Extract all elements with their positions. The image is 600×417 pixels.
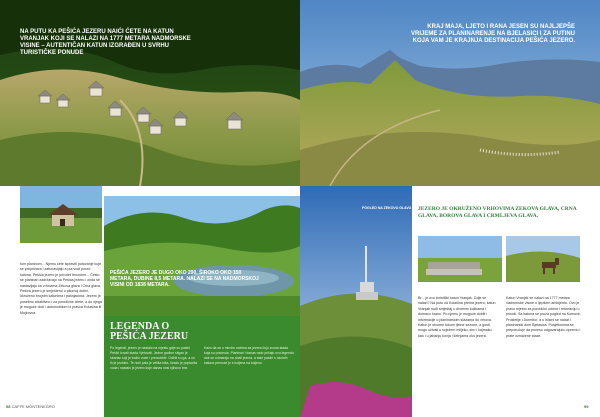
right-page xyxy=(300,0,600,417)
legend-column-2: Kažu da se u mirnim noćima sa jezera čuju zvona stada koja su potonula. Planinari i danas rado pričaju ovu legendu dok se odmaraju na obali jezera, a stari pastiri s okolnih katuna prenose je s koljena na koljeno. xyxy=(204,346,294,365)
right-column-1: Br... je ovo turistički katun Vranjak. Gdje se nalazi? Na putu od Kolašina prema jezeru, katun Vranjak nudi smještaj u drvenim kolibama i domaću hranu. Po njemu je moguće dobiti i informacije o planinarskim stazama do vrhova. Katun je otvoren tokom ljetne sezone, a gosti mogu uživati u svježem mlijeku, siru i kajmaku, kao i u jahanju konja i šetnjama oko jezera. xyxy=(418,296,496,338)
right-column-2: Katun Vranjak se nalazi na 1777 metara nadmorske visine u ljepšem ambijentu. Ovo je pravo mjesto za porodični odmor i rekreaciju u prirodi. Sa katuna se pruža pogled na Komove, Prokletije i Durmitor, a u blizini se nalazi i planinarski dom Bjelasica. Posjetiocima se preporučuje da ponesu odgovarajuću opremu i prate označene staze. xyxy=(506,296,581,338)
legend-title-line2: PEŠIĆA JEZERU xyxy=(110,331,189,342)
magazine-name: CAFFE MONTENEGRO xyxy=(11,404,55,409)
katun-hero-photo xyxy=(0,0,300,186)
antenna-photo-label: POGLED NA ZEKOVU GLAVU xyxy=(362,206,412,210)
right-page-number: 99 xyxy=(584,404,589,409)
legend-title xyxy=(110,322,230,342)
antenna-peak-photo xyxy=(300,186,412,417)
cabin-photo xyxy=(20,186,102,243)
legend-title-line1: LEGENDA O xyxy=(110,321,170,332)
lake-caption: PEŠIĆA JEZERO JE DUGO OKO 290, ŠIROKO OKO 150 METARA, DUBINE 8,5 METARA. NALAZI SE NA NADMORSKOJ VISINI OD 1838 METARA. xyxy=(110,270,259,288)
left-folio xyxy=(6,404,55,409)
hut-photo xyxy=(418,236,502,282)
peaks-caption: JEZERO JE OKRUŽENO VRHOVIMA ZEKOVA GLAVA, CRNA GLAVA, BOROVA GLAVA I CRMLJEVA GLAVA. xyxy=(418,206,577,219)
hero-caption: NA PUTU KA PEŠIĆA JEZERU NAIĆI ĆETE NA KATUN VRANJAK KOJI SE NALAZI NA 1777 METARA NADMORSKE VISINE – AUTENTIČAN KATUN IZGRAĐEN U SVRHU TURISTIČKE PONUDE xyxy=(20,29,191,56)
left-page-number: 98 xyxy=(6,404,11,409)
left-column-text: tom planinom... Njemu ćete ispraviti putovanje koje se prepričava i zaboravljaju a put vodi pored katuna. Pešića jezero je prirodni fenomen... Često se planinari zadržavaju na Pešića jezeru i onda se nastavljaju ka vrhovima Zekova glava i Crna glava. Pešića jezero je smješteno u pitomoj dolini, okruženo brojnim katunima i pašnjacima. Jezero je posebno atraktivno i za porodične izlete, a do njega je moguće doći i automobilom iz pravca Kolašina ili Mojkovca. xyxy=(20,262,102,315)
horse-photo xyxy=(506,236,580,282)
lake-photo xyxy=(104,196,300,316)
legend-panel xyxy=(104,196,300,417)
right-hero-caption: KRAJ MAJA, LJETO I RANA JESEN SU NAJLJEPŠE VRIJEME ZA PLANINARENJE NA BJELASICI I ZA PUTINU KOJA VAM JE KRAJNJA DESTINACIJA PEŠIĆA JEZERO. xyxy=(410,24,575,44)
legend-column-1: Po legendi, jezero je nastalo na mjestu gdje su pastiri Pešići čuvali stada i ljetovali. Jedne godine stigao je stranac koji je tražio vode i prenoćište. Odbili su ga, a on ih je prokleo. Te noći pala je velika kiša, livadu je poplavila voda i nastalo je jezero koje danas nosi njihovo ime. xyxy=(110,346,198,370)
